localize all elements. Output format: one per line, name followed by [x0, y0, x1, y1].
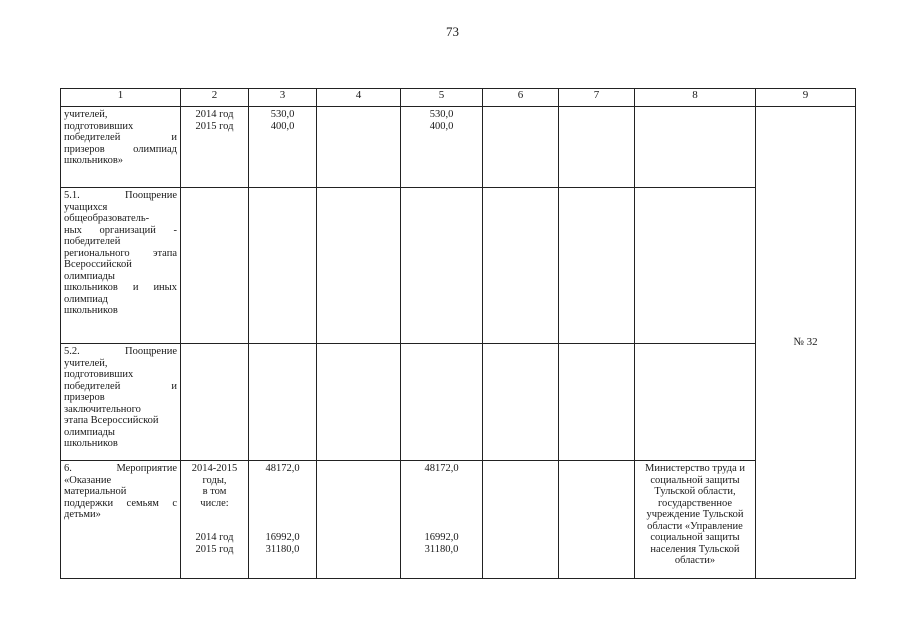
text-line: числе: — [200, 497, 229, 509]
empty-cell — [483, 107, 559, 188]
amount-total-cell — [249, 107, 317, 188]
empty-cell — [559, 107, 635, 188]
text-line: 530,0 — [429, 109, 454, 120]
empty-cell — [559, 461, 635, 579]
empty-cell — [635, 107, 756, 188]
empty-cell — [559, 188, 635, 344]
text-line: 400,0 — [270, 120, 295, 132]
empty-cell — [317, 344, 401, 461]
empty-cell — [483, 344, 559, 461]
text-line: победителей — [64, 236, 121, 247]
empty-cell — [181, 188, 249, 344]
text-line: подготовивших — [64, 369, 134, 380]
text-line: Министерство труда и — [644, 463, 746, 474]
text-line: олимпиады — [64, 270, 115, 282]
table-row — [61, 461, 856, 579]
description-cell — [61, 107, 181, 188]
description-cell — [61, 188, 181, 344]
text-line: общеобразователь- — [64, 213, 150, 224]
text-line: ных организаций - — [64, 224, 177, 236]
column-header: 2 — [181, 89, 249, 107]
text-line: учреждение Тульской — [646, 509, 744, 520]
description-cell — [61, 344, 181, 461]
text-line: годы, — [202, 474, 227, 486]
text-line: области «Управление — [647, 520, 743, 532]
text-line: «Оказание — [64, 474, 112, 486]
text-line: 2015 год — [195, 120, 234, 132]
text-line: 2014 год — [195, 109, 234, 120]
text-line: призеров олимпиад — [64, 143, 177, 155]
text-line: 2014 год — [195, 532, 234, 543]
column-header: 7 — [559, 89, 635, 107]
text-line: области» — [674, 555, 716, 566]
amount-cell — [401, 461, 483, 579]
text-line: учителей, — [64, 109, 108, 120]
period-cell — [181, 107, 249, 188]
text-line: Тульской области, — [654, 486, 736, 497]
text-line: подготовивших — [64, 120, 134, 132]
table-row — [61, 107, 856, 188]
text-line: Всероссийской — [64, 259, 132, 270]
text-line: школьников — [64, 438, 118, 449]
text-line: 5.2. Поощрение — [64, 346, 177, 357]
text-line: 31180,0 — [424, 543, 459, 555]
text-line: 31180,0 — [265, 543, 300, 555]
text-line: 6. Мероприятие — [64, 463, 177, 474]
column-header: 9 — [756, 89, 856, 107]
reference-cell — [756, 107, 856, 579]
text-line: 48172,0 — [424, 463, 459, 474]
column-header: 1 — [61, 89, 181, 107]
amount-cell — [401, 107, 483, 188]
text-line: заключительного — [64, 403, 141, 415]
column-header: 6 — [483, 89, 559, 107]
table-row — [61, 188, 856, 344]
text-line: 5.1. Поощрение — [64, 190, 177, 201]
text-line: регионального этапа — [64, 247, 177, 259]
text-line: 16992,0 — [265, 532, 300, 543]
empty-cell — [635, 344, 756, 461]
text-line: 48172,0 — [265, 463, 300, 474]
empty-cell — [249, 344, 317, 461]
column-header: 5 — [401, 89, 483, 107]
text-line: учащихся — [64, 201, 108, 213]
empty-cell — [249, 188, 317, 344]
text-line: материальной — [64, 486, 127, 497]
text-line: 2014-2015 — [191, 463, 238, 474]
description-cell — [61, 461, 181, 579]
text-line: олимпиад — [64, 293, 108, 305]
empty-cell — [483, 188, 559, 344]
executor-cell — [635, 461, 756, 579]
text-line: социальной защиты — [650, 474, 740, 486]
page-number: 73 — [446, 24, 459, 39]
empty-cell — [181, 344, 249, 461]
text-line: 400,0 — [429, 120, 454, 132]
amount-total-cell — [249, 461, 317, 579]
empty-cell — [401, 188, 483, 344]
column-header: 3 — [249, 89, 317, 107]
text-line: поддержки семьям с — [64, 497, 177, 509]
reference-number: № 32 — [793, 335, 818, 348]
table-row — [61, 344, 856, 461]
column-header: 4 — [317, 89, 401, 107]
empty-cell — [401, 344, 483, 461]
period-cell — [181, 461, 249, 579]
text-line: государственное — [657, 497, 732, 509]
column-header: 8 — [635, 89, 756, 107]
text-line: школьников — [64, 305, 118, 316]
empty-cell — [317, 461, 401, 579]
empty-cell — [483, 461, 559, 579]
text-line: школьников» — [64, 155, 124, 166]
text-line: учителей, — [64, 357, 108, 369]
text-line: этапа Всероссийской — [64, 415, 159, 426]
text-line: победителей и — [64, 132, 177, 143]
text-line: 16992,0 — [424, 532, 459, 543]
text-line: социальной защиты — [650, 532, 740, 543]
text-line: в том — [202, 486, 227, 497]
text-line: детьми» — [64, 509, 101, 520]
text-line: олимпиады — [64, 426, 115, 438]
empty-cell — [317, 107, 401, 188]
text-line: призеров — [64, 392, 105, 403]
empty-cell — [559, 344, 635, 461]
text-line: школьников и иных — [64, 282, 177, 293]
document-table — [60, 88, 856, 579]
empty-cell — [635, 188, 756, 344]
text-line: 2015 год — [195, 543, 234, 555]
header-row — [61, 89, 856, 107]
text-line: 530,0 — [270, 109, 295, 120]
empty-cell — [317, 188, 401, 344]
text-line: населения Тульской — [650, 543, 740, 555]
text-line: победителей и — [64, 380, 177, 392]
